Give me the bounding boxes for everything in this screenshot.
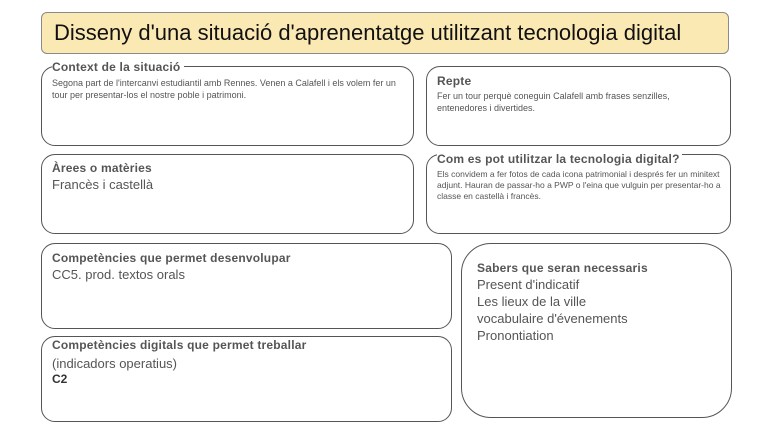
competencies-heading: Competències que permet desenvolupar — [52, 251, 291, 265]
sabers-item: Present d'indicatif — [477, 277, 580, 292]
context-heading: Context de la situació — [52, 60, 184, 74]
sabers-item: Pronontiation — [477, 328, 554, 343]
sabers-item: vocabulaire d'évenements — [477, 311, 628, 326]
tecnologia-heading: Com es pot utilitzar la tecnologia digital? — [437, 152, 680, 166]
tecnologia-text: Els convidem a fer fotos de cada icona patrimonial i després fer un minitext adjunt. Hauran de passar-ho a PWP o l'eina que vulguin per presentar-ho a classe en castellà i francès. — [437, 169, 721, 201]
sabers-item: Les lieux de la ville — [477, 294, 587, 309]
arees-heading: Àrees o matèries — [52, 161, 152, 175]
digitals-subtitle: (indicadors operatius) — [52, 356, 178, 371]
title-banner — [41, 12, 729, 54]
page-title: Disseny d'una situació d'aprenentatge utilitzant tecnologia digital — [54, 20, 682, 45]
repte-heading: Repte — [437, 74, 472, 88]
sabers-heading: Sabers que seran necessaris — [477, 261, 648, 275]
context-text: Segona part de l'intercanvi estudiantil amb Rennes. Venen a Calafell i els volem fer un tour per presentar-los el nostre poble i patrimoni. — [52, 78, 396, 100]
arees-text: Francès i castellà — [52, 177, 154, 192]
repte-text: Fer un tour perquè coneguin Calafell amb frases senzilles, entenedores i divertides. — [437, 91, 670, 113]
digitals-heading: Competències digitals que permet treballar — [52, 338, 310, 352]
competencies-text: CC5. prod. textos orals — [52, 267, 185, 282]
digitals-code: C2 — [52, 372, 68, 386]
